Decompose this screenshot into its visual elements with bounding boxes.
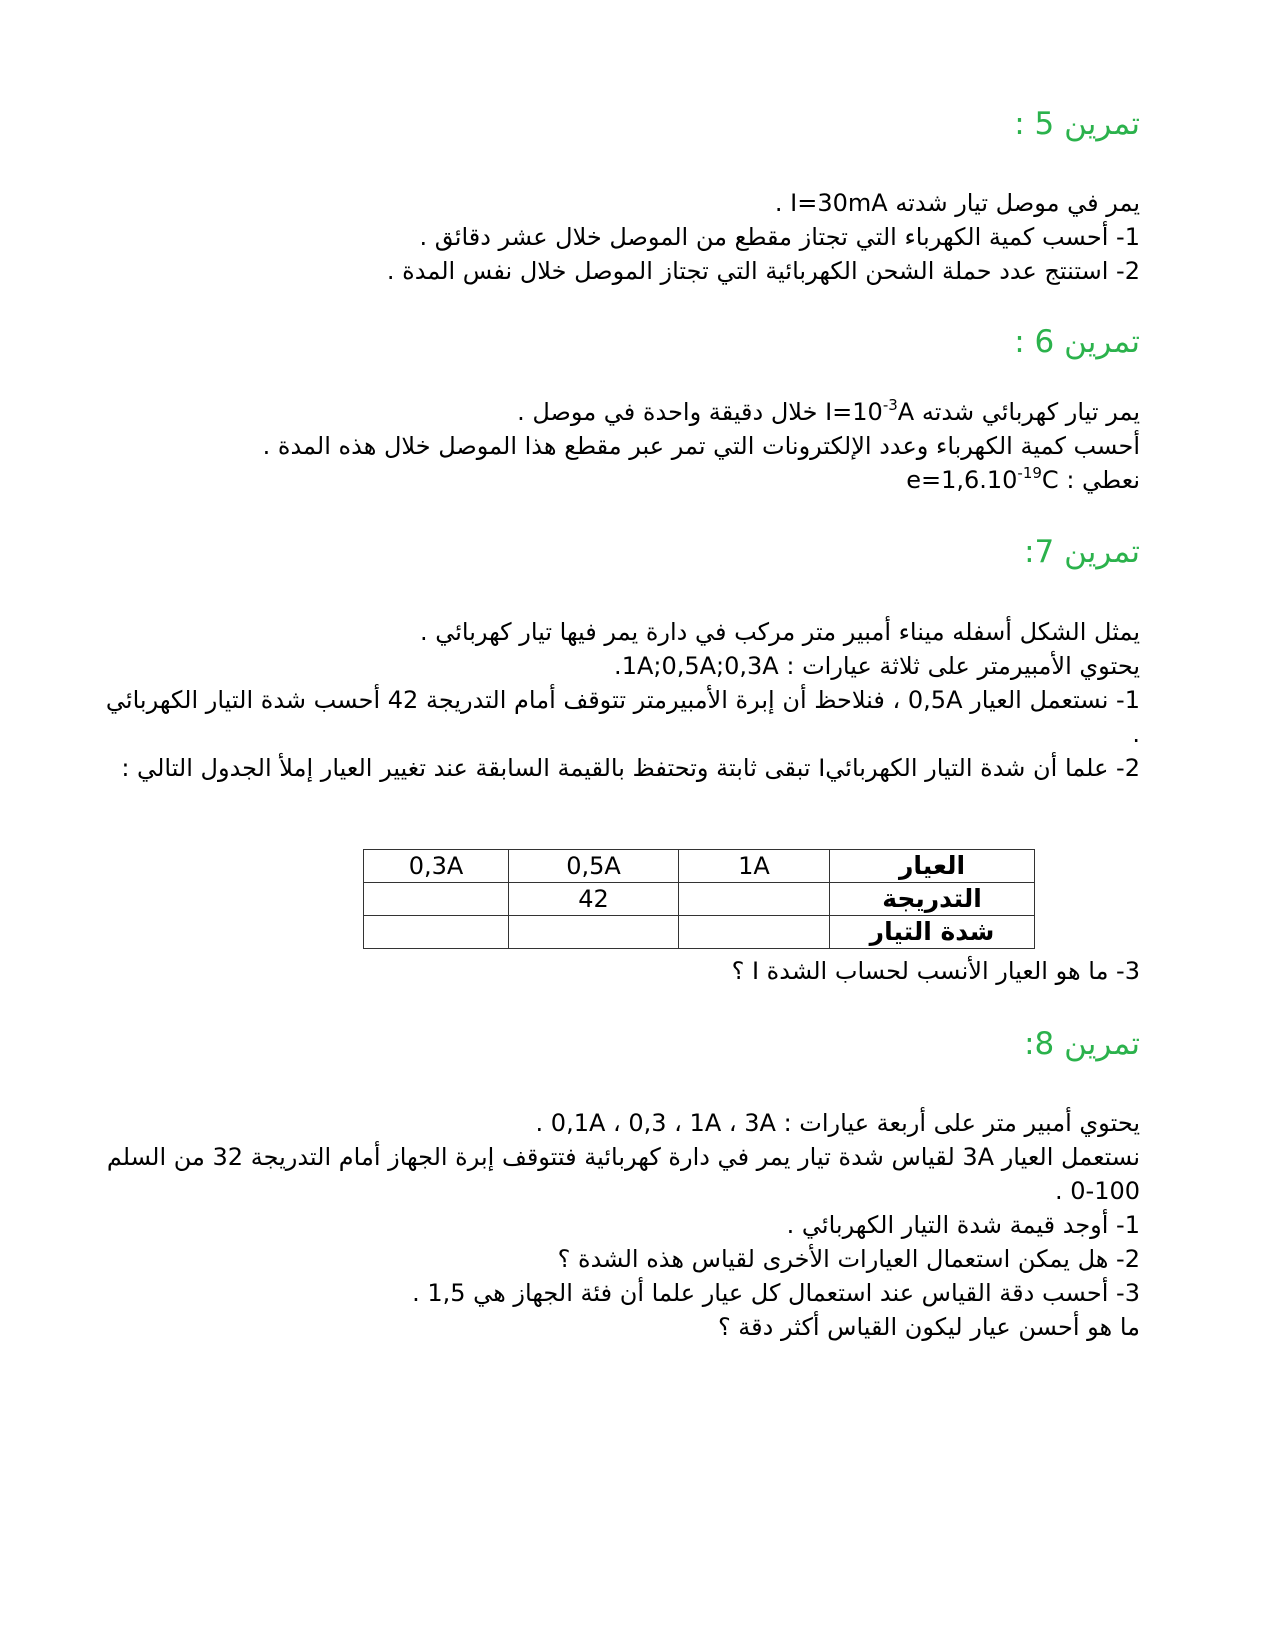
ex8-line-3: 1- أوجد قيمة شدة التيار الكهربائي .: [786, 1211, 1140, 1239]
ex5-line-2: 1- أحسب كمية الكهرباء التي تجتاز مقطع من الموصل خلال عشر دقائق .: [419, 223, 1140, 251]
exercise-6-body: [100, 395, 1140, 497]
exercise-6-title: تمرين 6 :: [1014, 324, 1140, 360]
table-cell: 42: [509, 883, 679, 916]
table-row-header: العيار: [830, 850, 1035, 883]
exercise-8-body: [100, 1106, 1140, 1344]
ex8-line-6: ما هو أحسن عيار ليكون القياس أكثر دقة ؟: [717, 1313, 1140, 1341]
exercise-7-question-3: [100, 954, 1140, 988]
worksheet-page: [100, 0, 1140, 1650]
ex7-line-1: يمثل الشكل أسفله ميناء أمبير متر مركب في دارة يمر فيها تيار كهربائي .: [419, 618, 1140, 646]
table-cell: [364, 916, 509, 949]
table-cell: [509, 916, 679, 949]
exercise-8: [100, 1024, 1140, 1064]
exercise-5: [100, 104, 1140, 144]
ex6-line-3: نعطي : $e=1,6.10^{-19}C$: [100, 463, 1140, 497]
table-row-header: التدريجة: [830, 883, 1035, 916]
table-row: [364, 850, 1035, 883]
ex8-line-1: يحتوي أمبير متر على أربعة عيارات : 0,1A ، 0,3 ، 1A ، 3A .: [535, 1109, 1140, 1137]
ex8-line-2: نستعمل العيار 3A لقياس شدة تيار يمر في دارة كهربائية فتتوقف إبرة الجهاز أمام التدريجة 32 من السلم 100-0 .: [106, 1143, 1140, 1205]
ex7-question-3: 3- ما هو العيار الأنسب لحساب الشدة I ؟: [731, 957, 1140, 985]
exercise-7-title: تمرين 7:: [1024, 534, 1140, 570]
table-row: [364, 883, 1035, 916]
ex5-line-1: يمر في موصل تيار شدته I=30mA .: [774, 189, 1140, 217]
ex5-line-3: 2- استنتج عدد حملة الشحن الكهربائية التي تجتاز الموصل خلال نفس المدة .: [386, 257, 1140, 285]
table-cell: [364, 883, 509, 916]
ex8-line-4: 2- هل يمكن استعمال العيارات الأخرى لقياس هذه الشدة ؟: [557, 1245, 1140, 1273]
table-row: [364, 916, 1035, 949]
table-cell: 0,5A: [509, 850, 679, 883]
exercise-8-title: تمرين 8:: [1024, 1026, 1140, 1062]
table-cell: [679, 883, 830, 916]
exercise-7: [100, 532, 1140, 572]
ex6-line-1: يمر تيار كهربائي شدته $I=10^{-3}A$ خلال دقيقة واحدة في موصل .: [517, 396, 1140, 426]
table-cell: 0,3A: [364, 850, 509, 883]
table-cell: [679, 916, 830, 949]
exercise-7-body: [100, 615, 1140, 785]
ex7-line-3: 1- نستعمل العيار 0,5A ، فنلاحظ أن إبرة الأمبيرمتر تتوقف أمام التدريجة 42 أحسب شدة التيار الكهربائي .: [105, 686, 1140, 748]
ex6-line-2: أحسب كمية الكهرباء وعدد الإلكترونات التي تمر عبر مقطع هذا الموصل خلال هذه المدة .: [262, 432, 1140, 460]
exercise-5-title: تمرين 5 :: [1014, 106, 1140, 142]
ex7-line-4: 2- علما أن شدة التيار الكهربائيI تبقى ثابتة وتحتفظ بالقيمة السابقة عند تغيير العيار إملأ الجدول التالي :: [121, 754, 1140, 782]
table-cell: 1A: [679, 850, 830, 883]
ex7-line-2: يحتوي الأمبيرمتر على ثلاثة عيارات : 1A;0,5A;0,3A.: [614, 652, 1140, 680]
ex8-line-5: 3- أحسب دقة القياس عند استعمال كل عيار علما أن فئة الجهاز هي 1,5 .: [412, 1279, 1140, 1307]
electron-charge-value: $e=1,6.10^{-19}C$: [906, 464, 1059, 494]
exercise-5-body: [100, 186, 1140, 288]
ammeter-table: [363, 849, 1035, 949]
exercise-6: [100, 322, 1140, 362]
table-row-header: شدة التيار: [830, 916, 1035, 949]
